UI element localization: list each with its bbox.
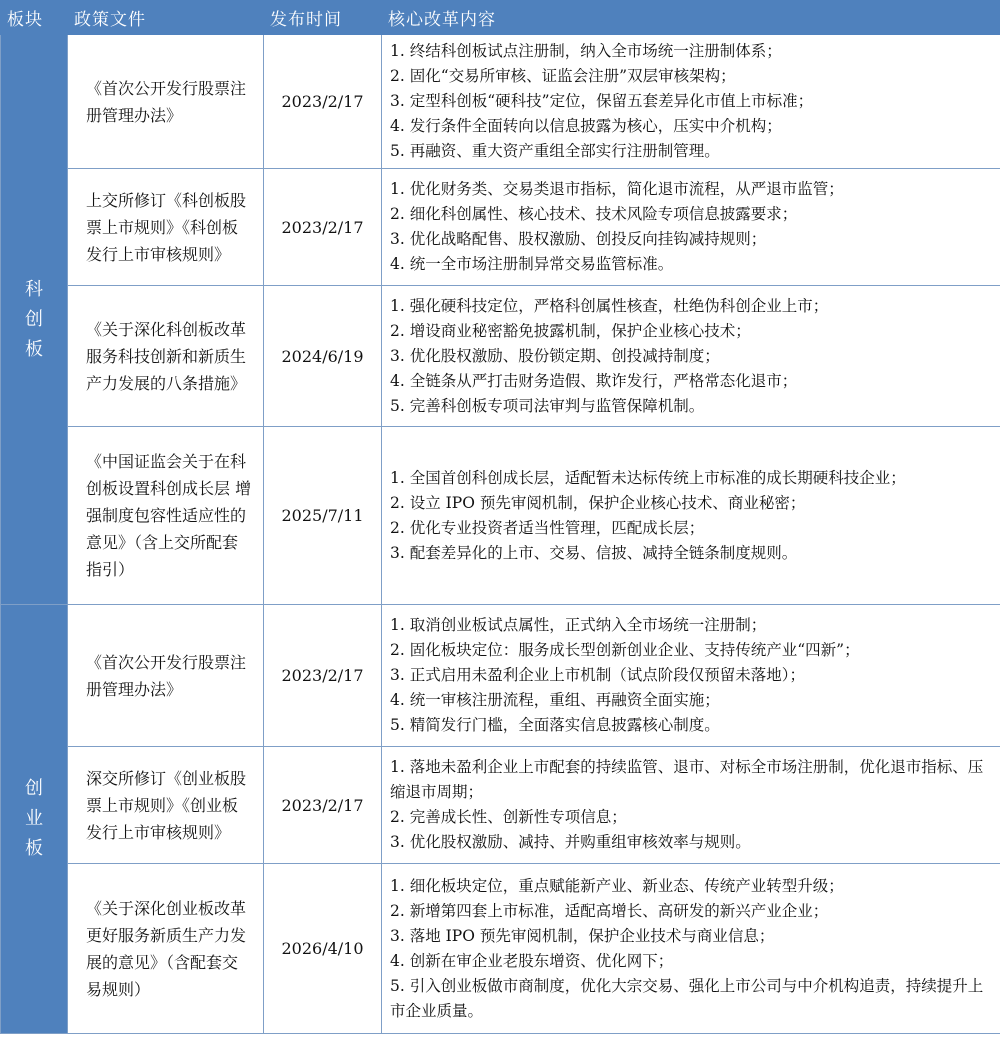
header-content: 核心改革内容: [382, 1, 1000, 35]
reform-content: [382, 169, 1000, 286]
content-item: 5. 再融资、重大资产重组全部实行注册制管理。: [390, 142, 720, 160]
sector-cell-star-market: [1, 35, 68, 605]
header-document: 政策文件: [68, 1, 264, 35]
table-body: [1, 35, 1000, 1034]
content-item: 3. 优化战略配售、股权激励、创投反向挂钩减持规则；: [390, 230, 767, 248]
content-item: 2. 固化板块定位：服务成长型创新创业企业、支持传统产业“四新”；: [390, 641, 860, 659]
content-item: 2. 优化专业投资者适当性管理，匹配成长层；: [390, 518, 705, 537]
reform-content: [382, 286, 1000, 427]
content-item: 1. 取消创业板试点属性，正式纳入全市场统一注册制；: [390, 616, 767, 634]
table-row: [1, 427, 1000, 605]
content-item: 1. 细化板块定位，重点赋能新产业、新业态、传统产业转型升级；: [390, 876, 844, 895]
content-item: 1. 全国首创科创成长层，适配暂未达标传统上市标准的成长期硬科技企业；: [390, 468, 906, 487]
reform-content: [382, 747, 1000, 864]
table-row: [1, 747, 1000, 864]
reform-content: [382, 35, 1000, 169]
content-item: 2. 增设商业秘密豁免披露机制，保护企业核心技术；: [390, 321, 751, 340]
table-row: [1, 286, 1000, 427]
content-item: 4. 统一审核注册流程，重组、再融资全面实施；: [390, 691, 720, 709]
header-date: 发布时间: [264, 1, 382, 35]
content-item: 4. 发行条件全面转向以信息披露为核心，压实中介机构；: [390, 117, 782, 135]
table-row: [1, 35, 1000, 169]
header-row: [1, 1, 1000, 35]
content-item: 2. 设立 IPO 预先审阅机制，保护企业核心技术、商业秘密；: [390, 493, 806, 512]
policy-document: 深交所修订《创业板股票上市规则》《创业板发行上市审核规则》: [68, 747, 264, 864]
content-item: 1. 落地未盈利企业上市配套的持续监管、退市、对标全市场注册制，优化退市指标、压缩退市周期；: [390, 758, 984, 801]
content-item: 3. 配套差异化的上市、交易、信披、减持全链条制度规则。: [390, 543, 798, 562]
sector-label: 创业板: [25, 778, 43, 859]
content-item: 5. 精简发行门槛，全面落实信息披露核心制度。: [390, 716, 720, 734]
reform-content: [382, 864, 1000, 1034]
content-item: 2. 固化“交易所审核、证监会注册”双层审核架构；: [390, 67, 736, 85]
publish-date: 2023/2/17: [264, 169, 382, 286]
content-item: 3. 优化股权激励、减持、并购重组审核效率与规则。: [390, 833, 751, 851]
table-row: [1, 605, 1000, 747]
content-item: 3. 定型科创板“硬科技”定位，保留五套差异化市值上市标准；: [390, 92, 814, 110]
reform-content: [382, 427, 1000, 605]
publish-date: 2023/2/17: [264, 747, 382, 864]
content-item: 3. 正式启用未盈利企业上市机制（试点阶段仅预留未落地）；: [390, 666, 805, 684]
content-item: 1. 优化财务类、交易类退市指标，简化退市流程，从严退市监管；: [390, 180, 844, 198]
content-item: 4. 创新在审企业老股东增资、优化网下；: [390, 951, 674, 970]
table-row: [1, 864, 1000, 1034]
content-item: 3. 落地 IPO 预先审阅机制，保护企业技术与商业信息；: [390, 926, 775, 945]
publish-date: 2026/4/10: [264, 864, 382, 1034]
content-item: 4. 全链条从严打击财务造假、欺诈发行，严格常态化退市；: [390, 371, 798, 390]
content-item: 5. 引入创业板做市商制度，优化大宗交易、强化上市公司与中介机构追责，持续提升上市企业质量。: [390, 976, 984, 1020]
policy-document: 《首次公开发行股票注册管理办法》: [68, 35, 264, 169]
policy-document: 《关于深化创业板改革 更好服务新质生产力发展的意见》（含配套交易规则）: [68, 864, 264, 1034]
sector-label: 科创板: [25, 278, 43, 360]
sector-cell-chinext: [1, 605, 68, 1034]
header-sector: 板块: [1, 1, 68, 35]
content-item: 2. 细化科创属性、核心技术、技术风险专项信息披露要求；: [390, 205, 798, 223]
policy-document: 《首次公开发行股票注册管理办法》: [68, 605, 264, 747]
content-item: 2. 完善成长性、创新性专项信息；: [390, 808, 627, 826]
policy-document: 上交所修订《科创板股票上市规则》《科创板发行上市审核规则》: [68, 169, 264, 286]
content-item: 3. 优化股权激励、股份锁定期、创投减持制度；: [390, 346, 720, 365]
publish-date: 2023/2/17: [264, 35, 382, 169]
publish-date: 2024/6/19: [264, 286, 382, 427]
publish-date: 2025/7/11: [264, 427, 382, 605]
reform-content: [382, 605, 1000, 747]
content-item: 1. 终结科创板试点注册制，纳入全市场统一注册制体系；: [390, 42, 782, 60]
policy-document: 《中国证监会关于在科创板设置科创成长层 增强制度包容性适应性的意见》（含上交所配套指引）: [68, 427, 264, 605]
policy-document: 《关于深化科创板改革 服务科技创新和新质生产力发展的八条措施》: [68, 286, 264, 427]
content-item: 4. 统一全市场注册制异常交易监管标准。: [390, 255, 674, 273]
content-item: 1. 强化硬科技定位，严格科创属性核查，杜绝伪科创企业上市；: [390, 296, 829, 315]
content-item: 5. 完善科创板专项司法审判与监管保障机制。: [390, 396, 705, 415]
table-row: [1, 169, 1000, 286]
content-item: 2. 新增第四套上市标准，适配高增长、高研发的新兴产业企业；: [390, 901, 829, 920]
publish-date: 2023/2/17: [264, 605, 382, 747]
